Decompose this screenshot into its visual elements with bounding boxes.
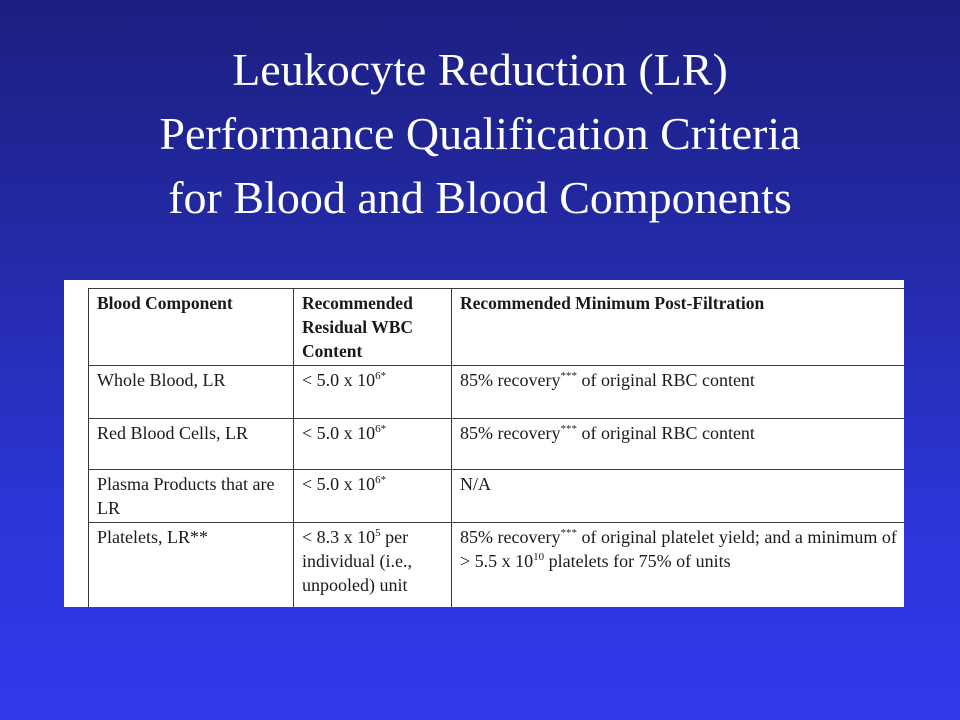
filtration-text: of original platelet yield; and a minimum of <box>576 527 897 547</box>
wbc-cell <box>294 366 452 419</box>
wbc-exponent: 5 <box>375 527 381 539</box>
component-cell: Whole Blood, LR <box>89 366 294 419</box>
platelet-exponent: 10 <box>533 551 545 563</box>
table-row <box>89 419 905 470</box>
wbc-note: per individual (i.e., unpooled) unit <box>302 527 412 595</box>
footnote-marker: *** <box>560 527 577 539</box>
platelet-minimum-line <box>460 549 899 573</box>
component-cell: Red Blood Cells, LR <box>89 419 294 470</box>
filtration-cell: N/A <box>452 470 905 523</box>
filtration-text: of original RBC content <box>576 423 755 443</box>
table-image <box>64 280 904 607</box>
table-row <box>89 470 905 523</box>
wbc-value: < 5.0 x 10 <box>302 423 376 443</box>
filtration-cell <box>452 366 905 419</box>
wbc-value: < 5.0 x 10 <box>302 370 376 390</box>
wbc-exponent: 6* <box>375 370 387 382</box>
wbc-exponent: 6* <box>375 474 387 486</box>
footnote-marker: *** <box>560 423 577 435</box>
wbc-cell <box>294 470 452 523</box>
component-cell: Plasma Products that are LR <box>89 470 294 523</box>
filtration-text: 85% recovery <box>460 370 561 390</box>
wbc-exponent: 6* <box>375 423 387 435</box>
table-row <box>89 366 905 419</box>
platelet-count: > 5.5 x 10 <box>460 551 534 571</box>
filtration-text: of original RBC content <box>576 370 755 390</box>
table-header-row <box>89 289 905 366</box>
platelet-count-note: platelets for 75% of units <box>544 551 731 571</box>
criteria-table <box>88 288 904 607</box>
slide-title <box>0 38 960 230</box>
wbc-value: < 8.3 x 10 <box>302 527 376 547</box>
wbc-cell <box>294 419 452 470</box>
filtration-text: 85% recovery <box>460 527 561 547</box>
slide-title-line: Performance Qualification Criteria <box>159 108 801 159</box>
column-header-blood-component: Blood Component <box>89 289 294 366</box>
table-row <box>89 523 905 608</box>
filtration-cell <box>452 419 905 470</box>
slide-title-line: for Blood and Blood Components <box>168 172 792 223</box>
wbc-value: < 5.0 x 10 <box>302 474 376 494</box>
wbc-cell <box>294 523 452 608</box>
footnote-marker: *** <box>560 370 577 382</box>
component-cell: Platelets, LR** <box>89 523 294 608</box>
column-header-residual-wbc: Recommended Residual WBC Content <box>294 289 452 366</box>
column-header-post-filtration: Recommended Minimum Post-Filtration <box>452 289 905 366</box>
filtration-text: 85% recovery <box>460 423 561 443</box>
slide-title-line: Leukocyte Reduction (LR) <box>232 44 728 95</box>
filtration-cell <box>452 523 905 608</box>
